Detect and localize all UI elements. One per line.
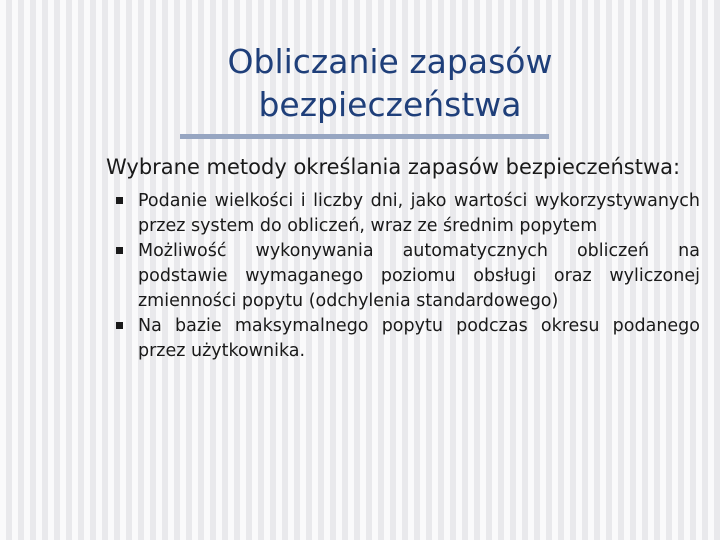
slide-title: Obliczanie zapasów bezpieczeństwa xyxy=(227,42,553,124)
bullet-list xyxy=(106,189,700,364)
list-item xyxy=(106,189,700,239)
slide-content xyxy=(106,154,700,364)
list-item-text: Możliwość wykonywania automatycznych obliczeń na podstawie wymaganego poziomu obsługi oraz wyliczonej zmienności popytu (odchylenia standardowego) xyxy=(138,241,700,311)
list-item xyxy=(106,239,700,314)
square-bullet-icon xyxy=(116,322,123,329)
list-item xyxy=(106,314,700,364)
lead-text: Wybrane metody określania zapasów bezpieczeństwa: xyxy=(106,155,681,179)
list-item-text: Na bazie maksymalnego popytu podczas okresu podanego przez użytkownika. xyxy=(138,316,700,361)
list-item-text: Podanie wielkości i liczby dni, jako wartości wykorzystywanych przez system do obliczeń, wraz ze średnim popytem xyxy=(138,191,700,236)
title-underline xyxy=(180,134,549,139)
square-bullet-icon xyxy=(116,197,123,204)
square-bullet-icon xyxy=(116,247,123,254)
